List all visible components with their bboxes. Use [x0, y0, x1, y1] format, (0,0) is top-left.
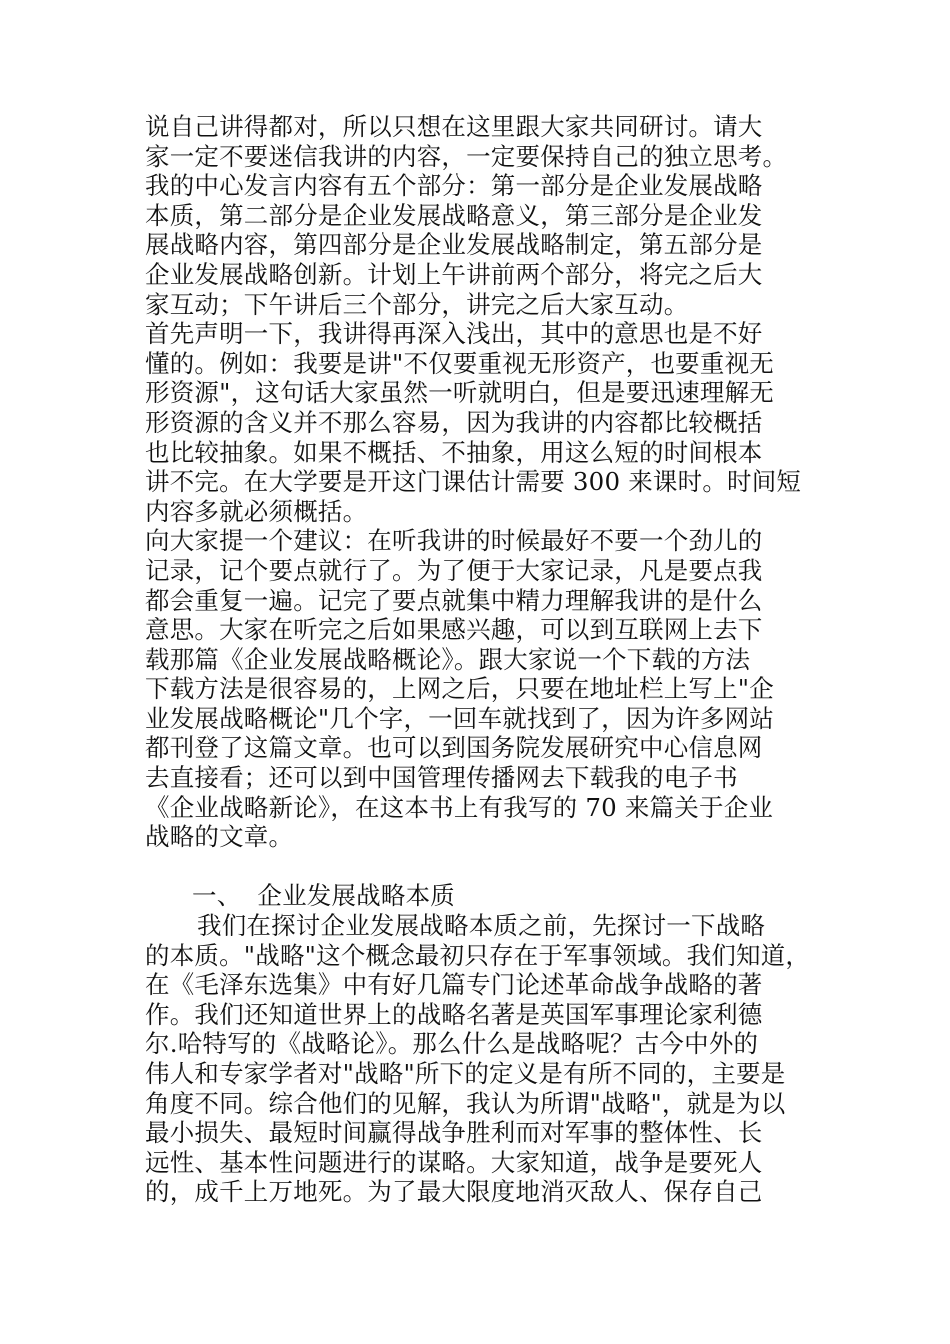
section-heading: 一、 企业发展战略本质 — [192, 881, 455, 911]
text-line: 下载方法是很容易的，上网之后，只要在地址栏上写上"企 — [145, 674, 774, 704]
text-line: 业发展战略概论"几个字，一回车就找到了，因为许多网站 — [145, 703, 774, 733]
text-line: 说自己讲得都对，所以只想在这里跟大家共同研讨。请大 — [145, 112, 763, 141]
text-line: 懂的。例如：我要是讲"不仅要重视无形资产，也要重视无 — [145, 348, 774, 378]
text-line: 形资源的含义并不那么容易，因为我讲的内容都比较概括 — [145, 407, 763, 437]
text-line: 讲不完。在大学要是开这门课估计需要 300 来课时。时间短 — [145, 467, 802, 497]
blank-line — [145, 852, 815, 882]
text-line: 家互动；下午讲后三个部分，讲完之后大家互动。 — [145, 289, 689, 319]
document-page — [145, 112, 815, 1207]
text-line: 内容多就必须概括。 — [145, 496, 368, 526]
text-line: 尔.哈特写的《战略论》。那么什么是战略呢？古今中外的 — [145, 1029, 759, 1059]
text-line: 意思。大家在听完之后如果感兴趣，可以到互联网上去下 — [145, 615, 763, 645]
text-line: 向大家提一个建议：在听我讲的时候最好不要一个劲儿的 — [145, 526, 763, 556]
text-line: 角度不同。综合他们的见解，我认为所谓"战略"，就是为以 — [145, 1088, 786, 1118]
text-line: 我们在探讨企业发展战略本质之前，先探讨一下战略 — [197, 911, 766, 941]
text-line: 在《毛泽东选集》中有好几篇专门论述革命战争战略的著 — [145, 970, 763, 1000]
text-line: 形资源"，这句话大家虽然一听就明白，但是要迅速理解无 — [145, 378, 774, 408]
paragraph-suggestion — [145, 526, 815, 852]
text-line: 去直接看；还可以到中国管理传播网去下载我的电子书 — [145, 763, 738, 793]
paragraph-intro — [145, 112, 815, 171]
text-line: 伟人和专家学者对"战略"所下的定义是有所不同的，主要是 — [145, 1059, 786, 1088]
paragraph-outline — [145, 171, 815, 319]
text-line: 作。我们还知道世界上的战略名著是英国军事理论家利德 — [145, 999, 763, 1029]
text-line: 最小损失、最短时间赢得战争胜利而对军事的整体性、长 — [145, 1118, 763, 1148]
text-line: 也比较抽象。如果不概括、不抽象，用这么短的时间根本 — [145, 437, 763, 467]
text-line: 都刊登了这篇文章。也可以到国务院发展研究中心信息网 — [145, 733, 763, 763]
section-body — [145, 911, 815, 1207]
text-line: 远性、基本性问题进行的谋略。大家知道，战争是要死人 — [145, 1147, 763, 1177]
paragraph-statement — [145, 319, 815, 526]
text-line: 的，成千上万地死。为了最大限度地消灭敌人、保存自己 — [145, 1177, 763, 1207]
text-line: 载那篇《企业发展战略概论》。跟大家说一个下载的方法 — [145, 644, 751, 674]
text-line: 企业发展战略创新。计划上午讲前两个部分，将完之后大 — [145, 259, 763, 289]
text-line: 记录，记个要点就行了。为了便于大家记录，凡是要点我 — [145, 555, 763, 585]
text-line: 展战略内容，第四部分是企业发展战略制定，第五部分是 — [145, 230, 763, 260]
text-line: 《企业战略新论》，在这本书上有我写的 70 来篇关于企业 — [145, 792, 774, 822]
text-line: 首先声明一下，我讲得再深入浅出，其中的意思也是不好 — [145, 319, 763, 349]
text-line: 都会重复一遍。记完了要点就集中精力理解我讲的是什么 — [145, 585, 763, 615]
text-line: 我的中心发言内容有五个部分：第一部分是企业发展战略 — [145, 171, 763, 201]
text-line: 家一定不要迷信我讲的内容，一定要保持自己的独立思考。 — [145, 141, 788, 171]
text-line: 的本质。"战略"这个概念最初只存在于军事领域。我们知道， — [145, 940, 811, 970]
text-line: 本质，第二部分是企业发展战略意义，第三部分是企业发 — [145, 200, 763, 230]
text-line: 战略的文章。 — [145, 822, 294, 852]
